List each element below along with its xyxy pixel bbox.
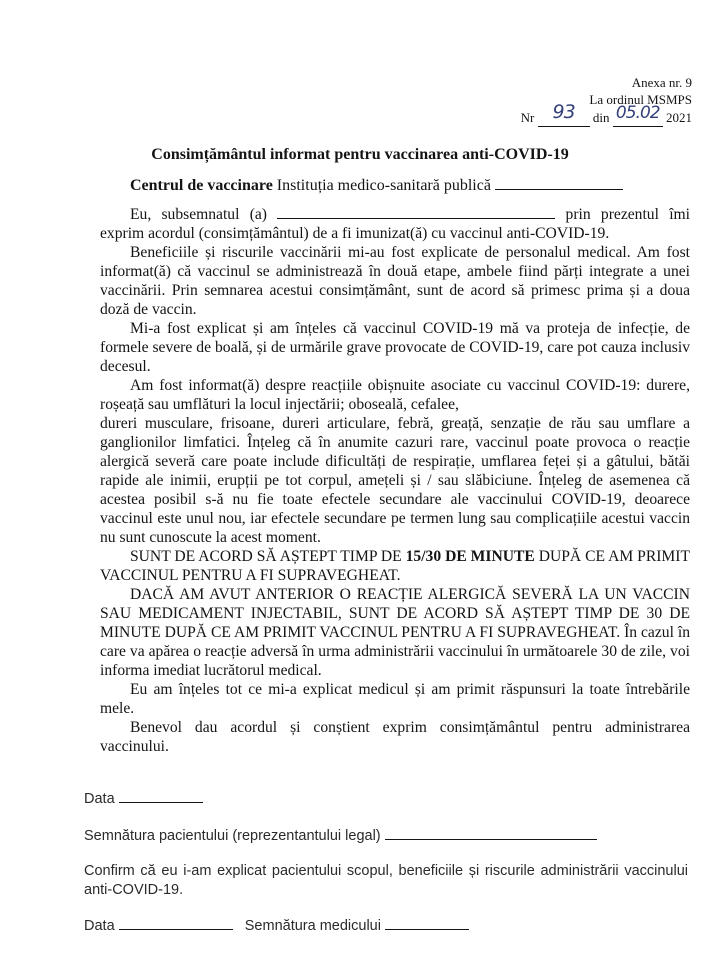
annex-nr-line bbox=[520, 101, 692, 127]
paragraph-allergy: DACĂ AM AVUT ANTERIOR O REACȚIE ALERGICĂ SEVERĂ LA UN VACCIN SAU MEDICAMENT INJECTABIL, SUNT DE ACORD SĂ AȘTEPT TIMP DE 30 DE MINUTE DUPĂ CE AM PRIMIT VACCINUL PENTRU A FI SUPRAVEGHEAT. În cazul în care va apărea o reacție adversă în urma administrării vaccinului în următoarele 30 de zile, voi informa imediat lucrătorul medical. bbox=[100, 586, 690, 679]
date-blank[interactable] bbox=[119, 790, 203, 803]
consent-statement: prin prezentul îmi exprim acordul (consimțământul) de a fi imunizat(ă) cu vaccinul anti-COVID-19. bbox=[100, 206, 690, 242]
patient-signature-line bbox=[84, 827, 597, 846]
date2-blank[interactable] bbox=[119, 917, 233, 930]
annex-year: 2021 bbox=[666, 110, 692, 125]
paragraph-consent bbox=[100, 204, 690, 243]
din-handwritten-value: 05.02 bbox=[615, 103, 660, 123]
paragraph-benefits: Beneficiile și riscurile vaccinării mi-au fost explicate de personalul medical. Am fost informat(ă) că vaccinul se administrează în două etape, ambele fiind părți integrate a unei vaccinării. Prin semnarea acestui consimțământ, sunt de acord să primesc prima și a doua doză de vaccin. bbox=[100, 244, 690, 318]
date-label: Data bbox=[84, 791, 115, 807]
wait-text-end: DUPĂ CE AM PRIMIT VACCINUL PENTRU A FI SUPRAVEGHEAT. bbox=[100, 548, 691, 584]
paragraph-reactions-detail: dureri musculare, frisoane, dureri articulare, febră, greață, senzație de rău sau umflare a ganglionilor limfatici. Înțeleg că în anumite cazuri rare, vaccinul poate provoca o reacție alergică severă care poate include dificultăți de respirație, umflarea feței și a gâtului, bătăi rapide ale inimii, erupții pe tot corpul, amețeli și / sau slăbiciune. Înțeleg de asemenea că acestea posibil s-ă nu fie toate efectele secundare ale vaccinului COVID-19, deoarece vaccinul este unul nou, iar efectele secundare pe termen lung sau complicațiile acestui vaccin nu sunt cunoscute la acest moment. bbox=[100, 415, 690, 546]
doctor-signature-label: Semnătura medicului bbox=[244, 918, 381, 934]
patient-signature-label: Semnătura pacientului (reprezentantului legal) bbox=[84, 828, 381, 844]
wait-text-start: SUNT DE ACORD SĂ AȘTEPT TIMP DE bbox=[130, 548, 402, 565]
nr-label: Nr bbox=[520, 110, 535, 125]
annex-header bbox=[521, 74, 692, 127]
paragraph-wait-agreement bbox=[100, 547, 690, 585]
doctor-signature-line bbox=[84, 917, 469, 936]
nr-field bbox=[538, 101, 590, 127]
paragraph-protection: Mi-a fost explicat și am înțeles că vaccinul COVID-19 mă va proteja de infecție, de formele severe de boală, și de urmările grave provocate de COVID-19, care pot cauza inclusiv decesul. bbox=[100, 320, 690, 375]
patient-signature-blank[interactable] bbox=[385, 827, 597, 840]
paragraph-understood: Eu am înțeles tot ce mi-a explicat medicul și am primit răspunsuri la toate întrebările mele. bbox=[100, 681, 690, 717]
institution-text: Instituția medico-sanitară publică bbox=[276, 177, 491, 194]
vaccination-center-line bbox=[130, 175, 623, 195]
annex-number: Anexa nr. 9 bbox=[631, 75, 692, 90]
document-title: Consimțământul informat pentru vaccinarea anti-COVID-19 bbox=[151, 146, 569, 163]
date-line bbox=[84, 790, 203, 809]
annex-order: La ordinul MSMPS bbox=[589, 92, 692, 107]
din-field bbox=[613, 103, 663, 127]
doctor-confirmation: Confirm că eu i-am explicat pacientului scopul, beneficiile și riscurile administrării vaccinului anti-COVID-19. bbox=[84, 863, 688, 898]
doctor-signature-blank[interactable] bbox=[385, 917, 469, 930]
wait-duration: 15/30 DE MINUTE bbox=[405, 548, 535, 565]
din-label: din bbox=[592, 110, 610, 125]
paragraph-voluntary: Benevol dau acordul și conștient exprim consimțământul pentru administrarea vaccinului. bbox=[100, 719, 690, 755]
consent-body bbox=[100, 204, 690, 756]
consent-intro: Eu, subsemnatul (a) bbox=[130, 206, 268, 223]
institution-blank[interactable] bbox=[495, 175, 623, 190]
nr-handwritten-value: 93 bbox=[552, 101, 575, 123]
vaccination-center-label: Centrul de vaccinare bbox=[130, 177, 273, 194]
paragraph-reactions-intro: Am fost informat(ă) despre reacțiile obișnuite asociate cu vaccinul COVID-19: durere, roșeață sau umflături la locul injectării; oboseală, cefalee, bbox=[100, 377, 690, 413]
date2-label: Data bbox=[84, 918, 115, 934]
patient-name-blank[interactable] bbox=[277, 204, 555, 219]
